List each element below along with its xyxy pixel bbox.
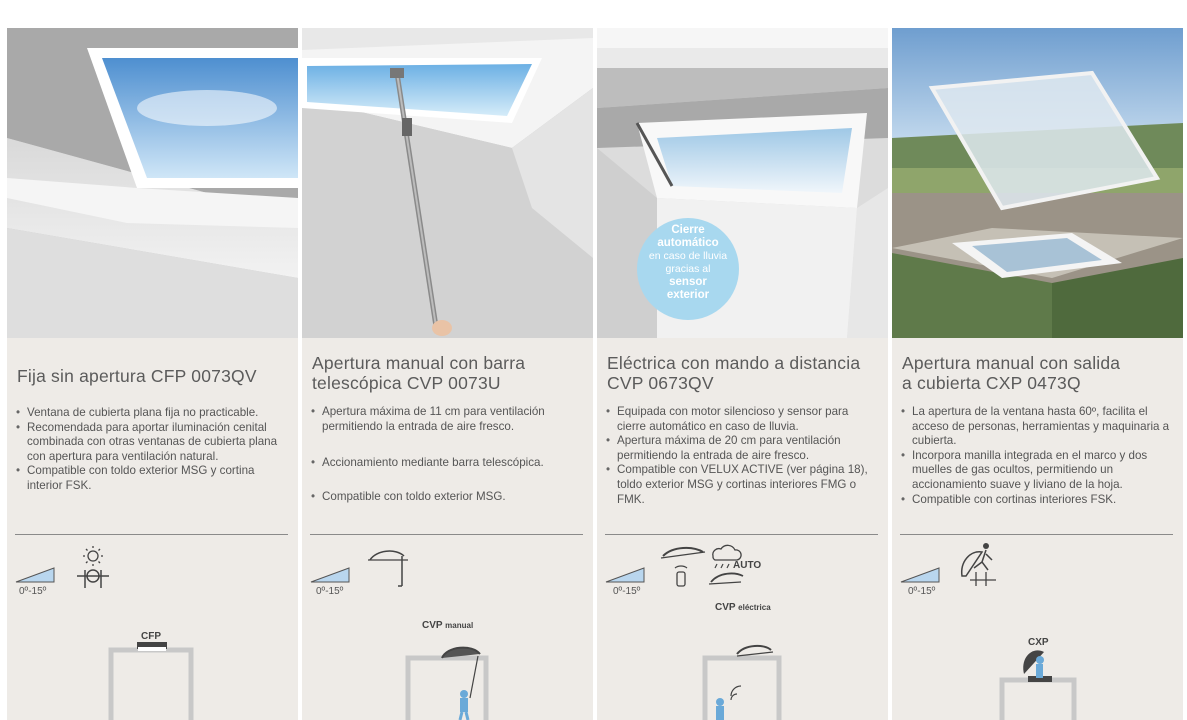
pitch-range-label: 0º-15º <box>19 586 47 597</box>
product-card-cfp <box>7 28 298 720</box>
feature-item: • Equipada con motor silencioso y sensor para cierre automático en caso de lluvia. <box>605 405 880 434</box>
divider <box>15 534 288 535</box>
feature-item: • Ventana de cubierta plana fija no practicable. <box>15 406 290 421</box>
roof-pitch-icon <box>604 562 646 584</box>
roof-access-icon <box>956 540 1002 588</box>
product-card-cxp <box>892 28 1183 720</box>
roof-pitch-icon <box>14 562 56 584</box>
pitch-range-label: 0º-15º <box>908 586 936 597</box>
title-line-1: Apertura manual con salida <box>902 353 1121 373</box>
feature-icons <box>302 540 593 600</box>
badge-line: sensor <box>669 276 707 288</box>
feature-item: • Accionamiento mediante barra telescópica. <box>310 456 585 471</box>
installation-diagram <box>892 598 1183 720</box>
diagram-label <box>422 620 473 631</box>
feature-item: • Compatible con cortinas interiores FSK. <box>900 493 1175 508</box>
skylight-roof-access-image <box>892 28 1183 338</box>
product-photo-cvp-electric <box>597 28 888 338</box>
title-line-2: CVP 0673QV <box>607 373 714 393</box>
feature-list <box>15 406 290 494</box>
feature-icons <box>597 540 888 600</box>
pitch-range-label: 0º-15º <box>316 586 344 597</box>
remote-control-icon <box>659 542 709 590</box>
installation-diagram <box>7 598 298 720</box>
auto-label: AUTO <box>733 560 762 571</box>
installation-diagram <box>302 598 593 720</box>
feature-list <box>605 405 880 507</box>
feature-list <box>310 405 585 523</box>
product-photo-cxp <box>892 28 1183 338</box>
diagram-label-sub: eléctrica <box>738 603 771 612</box>
title-line-2: telescópica CVP 0073U <box>312 373 501 393</box>
badge-line: gracias al <box>665 263 711 275</box>
skylight-telescopic-image <box>302 28 593 338</box>
feature-icons <box>7 540 298 600</box>
feature-item: • Compatible con toldo exterior MSG. <box>310 490 585 505</box>
divider <box>310 534 583 535</box>
roof-pitch-icon <box>899 562 941 584</box>
badge-line: automático <box>657 237 719 249</box>
diagram-label: CFP <box>141 631 161 642</box>
feature-item: • Recomendada para aportar iluminación cenital combinada con otras ventanas de cubierta plana con apertura para ventilación natural. <box>15 421 290 465</box>
product-photo-cvp-manual <box>302 28 593 338</box>
product-title <box>312 353 585 393</box>
feature-item: • Compatible con toldo exterior MSG y cortina interior FSK. <box>15 464 290 493</box>
diagram-label-main: CVP <box>422 620 443 631</box>
room-diagram <box>7 598 298 720</box>
feature-item: • Incorpora manilla integrada en el marco y dos muelles de gas ocultos, permitiendo un accionamiento suave y liviano de la hoja. <box>900 449 1175 493</box>
badge-line: exterior <box>666 289 710 301</box>
diagram-label: CXP <box>1028 637 1049 648</box>
feature-list <box>900 405 1175 507</box>
pitch-range-label: 0º-15º <box>613 586 641 597</box>
badge-line: en caso de lluvia <box>648 250 728 262</box>
diagram-label-main: CVP <box>715 602 736 613</box>
diagram-label <box>715 602 771 613</box>
product-card-cvp-electric <box>597 28 888 720</box>
divider <box>605 534 878 535</box>
title-line-1: Apertura manual con barra <box>312 353 526 373</box>
product-title <box>17 366 290 386</box>
rain-sensor-badge <box>637 218 739 320</box>
title-line-1: Eléctrica con mando a distancia <box>607 353 861 373</box>
diagram-label-sub: manual <box>445 621 474 630</box>
feature-item: • Compatible con VELUX ACTIVE (ver página 18), toldo exterior MSG y cortinas interiores FMG o FMK. <box>605 463 880 507</box>
badge-line: Cierre <box>671 224 705 236</box>
title-line-1: Fija sin apertura CFP 0073QV <box>17 366 257 386</box>
skylight-fixed-image <box>7 28 298 338</box>
telescopic-rod-icon <box>366 542 412 588</box>
product-photo-cfp <box>7 28 298 338</box>
room-diagram <box>302 598 593 720</box>
title-line-2: a cubierta CXP 0473Q <box>902 373 1081 393</box>
roof-pitch-icon <box>309 562 351 584</box>
feature-icons <box>892 540 1183 600</box>
feature-item: • Apertura máxima de 20 cm para ventilación permitiendo la entrada de aire fresco. <box>605 434 880 463</box>
installation-diagram <box>597 598 888 720</box>
product-card-cvp-manual <box>302 28 593 720</box>
product-title <box>902 353 1175 393</box>
sun-daylight-icon <box>71 544 115 590</box>
room-diagram <box>597 598 888 720</box>
feature-item: • La apertura de la ventana hasta 60º, facilita el acceso de personas, herramientas y maquinaria a cubierta. <box>900 405 1175 449</box>
feature-item: • Apertura máxima de 11 cm para ventilación permitiendo la entrada de aire fresco. <box>310 405 585 434</box>
divider <box>900 534 1173 535</box>
product-title <box>607 353 880 393</box>
room-diagram <box>892 598 1183 720</box>
